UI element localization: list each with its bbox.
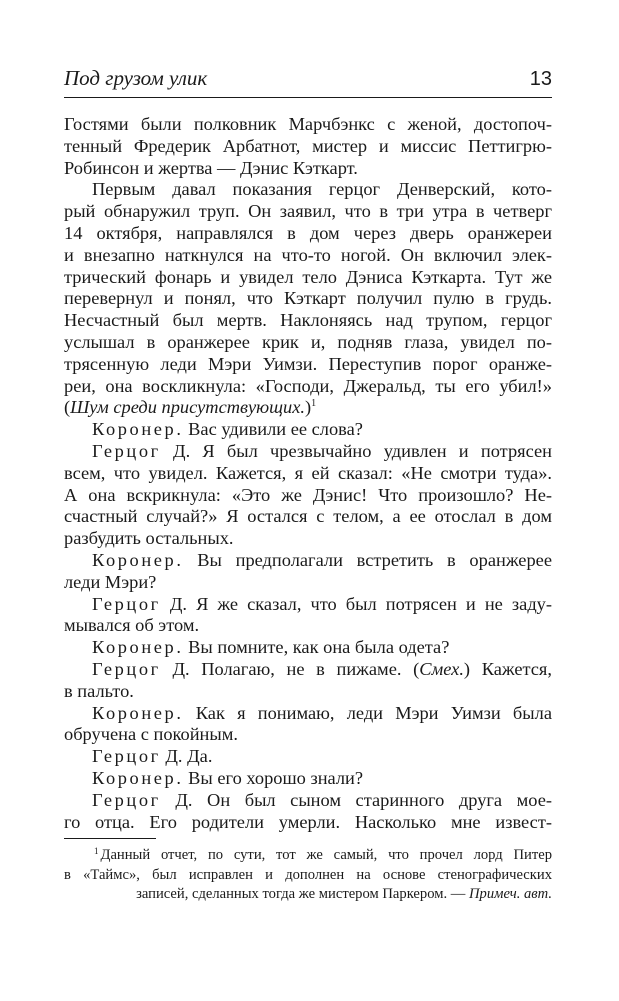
text-line: трясенную леди Мэри Уимзи. Переступив порог оранже- — [64, 353, 552, 374]
text-line: Несчастный был мертв. Наклоняясь над трупом, герцог — [64, 310, 552, 331]
speaker-name: Герцог — [92, 746, 161, 767]
paragraph — [64, 114, 552, 179]
footnote-text: записей, сделанных тогда же мистером Паркером. — — [136, 886, 466, 902]
stage-direction: Шум среди присутствующих. — [70, 397, 305, 418]
text-line: перевернул и понял, что Кэткарт получил пулю в грудь. — [64, 288, 552, 309]
footnote — [64, 846, 552, 905]
speaker-name: Герцог — [92, 789, 161, 810]
speech: Вы предполагали встретить в оранжерее — [197, 549, 552, 570]
text-line — [64, 746, 552, 768]
dialogue-line — [64, 659, 552, 703]
header-rule — [64, 97, 552, 98]
footnote-text: Данный отчет, по сути, тот же самый, что прочел лорд Питер — [100, 847, 552, 863]
text-line: трический фонарь и увидел тело Дэниса Кэткарта. Тут же — [64, 266, 552, 287]
text-line: услышал в оранжерее крик и, подняв глаза, увидел по- — [64, 331, 552, 352]
text-line — [64, 703, 552, 725]
text-line: обручена с покойным. — [64, 724, 238, 745]
speaker-name: Коронер. — [92, 702, 184, 723]
running-header — [64, 66, 552, 91]
speech: Д. Полагаю, не в пижаме. ( — [172, 658, 420, 679]
footnote-line — [64, 846, 552, 866]
dialogue-line — [64, 637, 552, 659]
dialogue-line — [64, 746, 552, 768]
text-line: 14 октября, направлялся в дом через дверь оранжереи — [64, 222, 552, 243]
text-line: А она вскрикнула: «Это же Дэнис! Что произошло? Не- — [64, 484, 552, 505]
text-line: леди Мэри? — [64, 571, 157, 592]
text-line — [64, 637, 552, 659]
speaker-name: Коронер. — [92, 419, 184, 440]
text-line: в пальто. — [64, 680, 134, 701]
speech: Как я понимаю, леди Мэри Уимзи была — [195, 702, 552, 723]
speaker-name: Коронер. — [92, 549, 184, 570]
dialogue-line — [64, 594, 552, 638]
dialogue-line — [64, 703, 552, 747]
text-line: Первым давал показания герцог Денверский, кото- — [92, 179, 552, 200]
running-title: Под грузом улик — [64, 66, 208, 90]
text-line: мывался об этом. — [64, 615, 200, 636]
dialogue-line — [64, 419, 552, 441]
speaker-name: Герцог — [92, 440, 161, 461]
text-line — [64, 419, 552, 441]
text-line — [64, 441, 552, 463]
stage-direction: Смех. — [419, 658, 464, 679]
dialogue-line — [64, 790, 552, 834]
body-text — [64, 114, 552, 833]
text-line: счастный случай?» Я остался с телом, а ее отослал в дом — [64, 506, 552, 527]
footnote-line: в «Таймс», был исправлен и дополнен на основе стенографических — [64, 866, 552, 883]
text-line: и внезапно наткнулся на что-то ногой. Он включил элек- — [64, 244, 552, 265]
text-line: рый обнаружил труп. Он заявил, что в три утра в четверг — [64, 201, 552, 222]
paren-close: ) — [304, 397, 312, 418]
dialogue-line — [64, 768, 552, 790]
page-number: 13 — [529, 68, 552, 90]
paren-open: ( — [64, 397, 71, 418]
speech: Вы помните, как она была одета? — [188, 637, 450, 658]
text-line: всем, что увидел. Кажется, я ей сказал: «Не смотри туда». — [64, 462, 552, 483]
speech: ) Кажется, — [463, 658, 552, 679]
paragraph — [64, 179, 552, 419]
text-line: Робинсон и жертва — Дэнис Кэткарт. — [64, 157, 358, 178]
speech: Д. Я был чрезвычайно удивлен и потрясен — [173, 440, 552, 461]
text-line: го отца. Его родители умерли. Насколько мне извест- — [64, 811, 552, 832]
footnote-ref: 1 — [311, 398, 317, 410]
footnote-rule — [64, 838, 156, 839]
speech: Д. Да. — [165, 746, 213, 767]
text-line — [64, 790, 552, 812]
text-line: тенный Фредерик Арбатнот, мистер и миссис Петтигрю- — [64, 135, 552, 156]
footnote-mark: 1 — [94, 846, 99, 856]
speech: Д. Я же сказал, что был потрясен и не заду- — [169, 593, 552, 614]
speaker-name: Герцог — [92, 593, 161, 614]
footnote-attribution: Примеч. авт. — [469, 886, 552, 902]
speech: Д. Он был сыном старинного друга мое- — [175, 789, 552, 810]
footnote-line — [64, 885, 552, 905]
text-line — [64, 550, 552, 572]
text-line: разбудить остальных. — [64, 528, 234, 549]
text-line: реи, она воскликнула: «Господи, Джеральд, ты его убил!» — [64, 375, 552, 396]
dialogue-line — [64, 441, 552, 550]
speaker-name: Герцог — [92, 658, 161, 679]
text-line: Гостями были полковник Марчбэнкс с женой, достопоч- — [64, 114, 552, 134]
speaker-name: Коронер. — [92, 767, 184, 788]
speech: Вы его хорошо знали? — [188, 767, 364, 788]
text-line — [64, 768, 552, 790]
dialogue-line — [64, 550, 552, 594]
speech: Вас удивили ее слова? — [188, 419, 363, 440]
text-line — [64, 594, 552, 616]
text-line — [64, 659, 552, 681]
speaker-name: Коронер. — [92, 637, 184, 658]
text-line — [64, 397, 552, 419]
